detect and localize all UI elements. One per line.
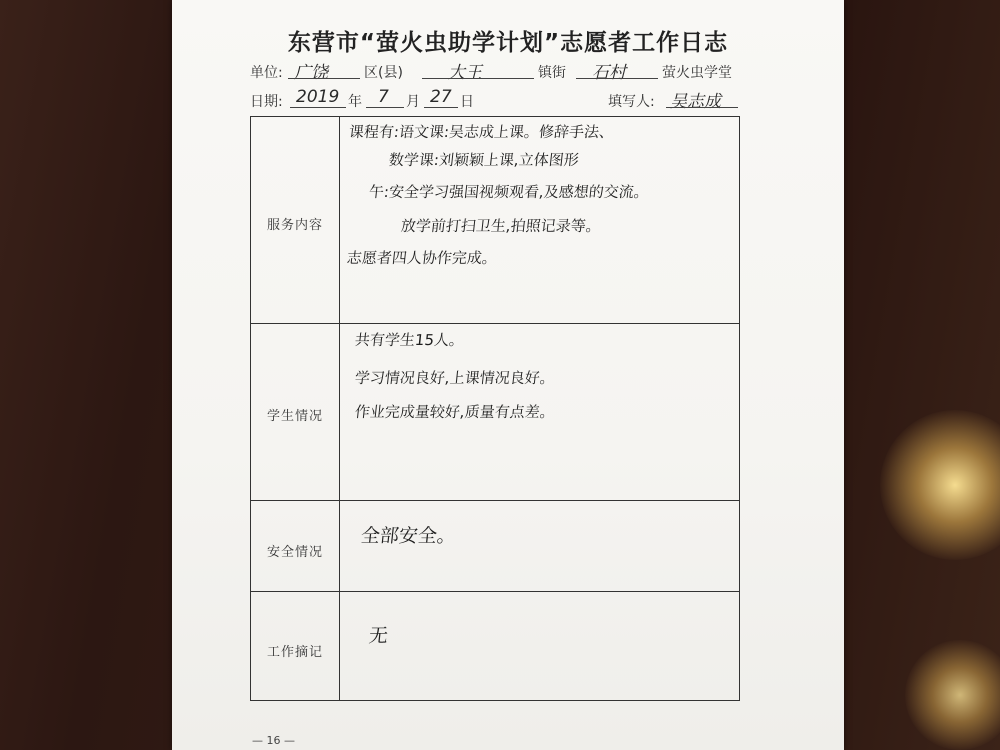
day-underline [424, 107, 458, 108]
label-town: 镇街 [538, 65, 566, 81]
row-divider-2 [251, 500, 739, 501]
row-divider-1 [251, 323, 739, 324]
label-day: 日 [460, 94, 474, 110]
label-unit: 单位: [250, 65, 283, 81]
desk-light-reflection [880, 410, 1000, 560]
label-date: 日期: [250, 94, 283, 110]
log-sheet [172, 0, 844, 750]
year-value: 2019 [296, 87, 340, 107]
month-underline [366, 107, 404, 108]
district-value: 广饶 [294, 63, 328, 83]
row-label-safety: 安全情况 [266, 545, 323, 560]
district-underline [288, 78, 360, 79]
village-value: 石村 [592, 63, 626, 83]
writer-value: 吴志成 [670, 92, 721, 112]
page-title: 东营市“萤火虫助学计划”志愿者工作日志 [287, 30, 729, 56]
label-district: 区(县) [364, 65, 403, 81]
label-month: 月 [406, 94, 420, 110]
town-underline [422, 78, 534, 79]
year-underline [290, 107, 346, 108]
village-underline [576, 78, 658, 79]
student-line-3: 作业完成量较好,质量有点差。 [354, 403, 556, 421]
town-value: 大王 [448, 63, 482, 83]
service-line-2: 数学课:刘颖颖上课,立体图形 [388, 151, 580, 169]
row-label-work-notes: 工作摘记 [266, 645, 323, 660]
row-label-service-content: 服务内容 [266, 218, 323, 233]
label-school: 萤火虫学堂 [662, 65, 732, 81]
service-line-5: 志愿者四人协作完成。 [346, 249, 498, 267]
month-value: 7 [378, 87, 389, 107]
row-divider-3 [251, 591, 739, 592]
day-value: 27 [430, 87, 452, 107]
row-label-student-status: 学生情况 [266, 409, 323, 424]
notes-line-1: 无 [367, 625, 390, 647]
safety-line-1: 全部安全。 [359, 525, 458, 547]
service-line-4: 放学前打扫卫生,拍照记录等。 [400, 217, 602, 235]
page-number: — 16 — [252, 734, 295, 747]
label-writer: 填写人: [608, 94, 655, 110]
writer-underline [666, 107, 738, 108]
student-line-1: 共有学生15人。 [354, 331, 465, 349]
service-line-3: 午:安全学习强国视频观看,及感想的交流。 [368, 183, 650, 201]
label-year: 年 [348, 94, 362, 110]
table-column-divider [339, 117, 340, 700]
student-line-2: 学习情况良好,上课情况良好。 [354, 369, 556, 387]
service-line-1: 课程有:语文课:吴志成上课。修辞手法、 [348, 123, 616, 141]
log-table [250, 116, 740, 701]
